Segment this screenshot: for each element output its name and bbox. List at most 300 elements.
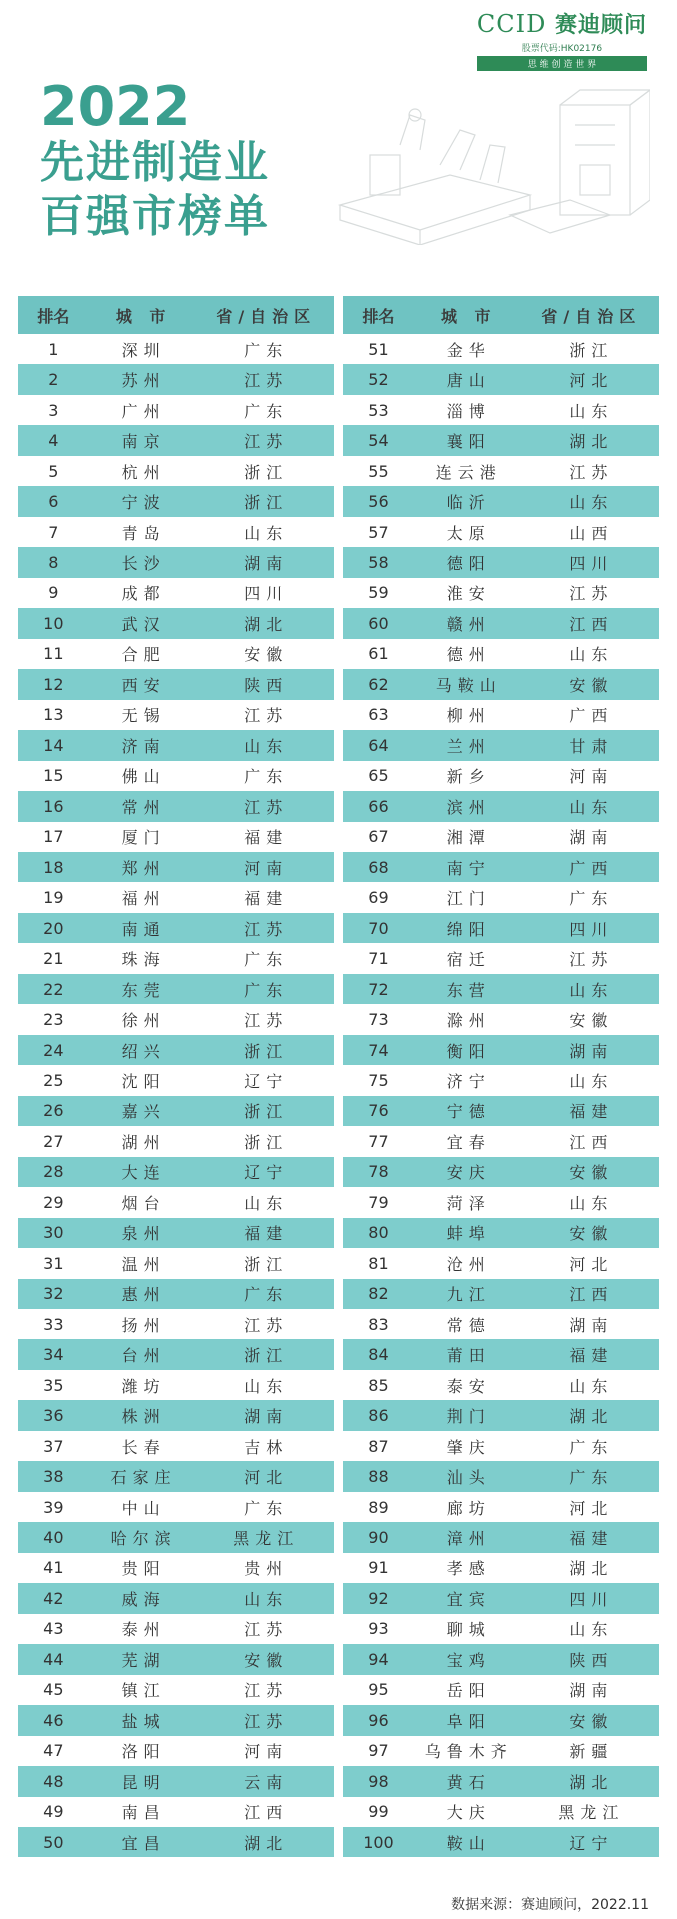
province-cell: 湖北	[199, 608, 334, 638]
rank-cell: 41	[43, 1558, 64, 1578]
ccid-logo	[477, 8, 647, 71]
table-row	[343, 1736, 659, 1766]
rank-cell: 77	[368, 1131, 389, 1151]
header-city: 城 市	[89, 296, 199, 334]
table-row	[18, 1187, 334, 1217]
province-cell: 山东	[199, 1583, 334, 1613]
rank-cell: 78	[343, 1157, 414, 1187]
city-cell: 盐城	[89, 1705, 199, 1735]
province-cell: 广东	[244, 1498, 289, 1518]
table-row	[18, 334, 334, 364]
city-cell: 汕头	[414, 1461, 524, 1491]
rank-cell: 23	[43, 1010, 64, 1030]
table-row	[18, 1553, 334, 1583]
province-cell: 福建	[524, 1339, 659, 1369]
city-cell: 沈阳	[121, 1071, 166, 1091]
province-cell: 河北	[569, 1498, 614, 1518]
rank-cell: 22	[18, 974, 89, 1004]
rank-cell: 71	[368, 949, 389, 969]
rank-cell: 63	[368, 705, 389, 725]
province-cell: 湖北	[199, 1827, 334, 1857]
table-row	[343, 1065, 659, 1095]
rank-cell: 80	[343, 1218, 414, 1248]
province-cell: 江苏	[199, 425, 334, 455]
province-cell: 湖南	[569, 1681, 614, 1701]
province-cell: 广东	[244, 401, 289, 421]
rank-cell: 47	[43, 1741, 64, 1761]
province-cell: 山东	[569, 401, 614, 421]
table-row	[18, 1309, 334, 1339]
province-cell: 河南	[199, 852, 334, 882]
table-row	[343, 1675, 659, 1705]
rank-cell: 10	[18, 608, 89, 638]
province-cell: 山东	[524, 974, 659, 1004]
city-cell: 淮安	[446, 584, 491, 604]
table-row	[18, 456, 334, 486]
rank-cell: 66	[343, 791, 414, 821]
province-cell: 安徽	[524, 1218, 659, 1248]
city-cell: 九江	[414, 1279, 524, 1309]
table-row	[18, 395, 334, 425]
rank-cell: 55	[368, 461, 389, 481]
city-cell: 南宁	[414, 852, 524, 882]
table-row	[343, 1766, 659, 1796]
province-cell: 安徽	[199, 1644, 334, 1674]
province-cell: 四川	[524, 1583, 659, 1613]
province-cell: 陕西	[199, 669, 334, 699]
rank-cell: 87	[368, 1436, 389, 1456]
rank-cell: 39	[43, 1497, 64, 1517]
table-row	[18, 1339, 334, 1369]
province-cell: 山东	[524, 486, 659, 516]
table-row	[343, 1614, 659, 1644]
table-row	[18, 1522, 334, 1552]
province-cell: 安徽	[524, 1705, 659, 1735]
rank-cell: 1	[48, 339, 59, 359]
table-row	[343, 1126, 659, 1156]
logo-name: 赛迪顾问	[554, 13, 647, 38]
table-row	[343, 1644, 659, 1674]
city-cell: 杭州	[121, 462, 166, 482]
province-cell: 浙江	[569, 340, 614, 360]
rank-cell: 84	[343, 1339, 414, 1369]
city-cell: 岳阳	[446, 1681, 491, 1701]
rank-cell: 32	[18, 1279, 89, 1309]
table-row	[18, 1035, 334, 1065]
province-cell: 河北	[569, 1254, 614, 1274]
rank-cell: 5	[48, 461, 59, 481]
table-row	[18, 1157, 334, 1187]
city-cell: 廊坊	[446, 1498, 491, 1518]
province-cell: 辽宁	[524, 1827, 659, 1857]
table-row	[343, 486, 659, 516]
province-cell: 吉林	[244, 1437, 289, 1457]
province-cell: 山西	[569, 523, 614, 543]
city-cell: 郑州	[89, 852, 199, 882]
table-row	[18, 1492, 334, 1522]
province-cell: 安徽	[244, 645, 289, 665]
rank-cell: 36	[18, 1400, 89, 1430]
province-cell: 安徽	[569, 1011, 614, 1031]
city-cell: 菏泽	[446, 1193, 491, 1213]
title-year: 2022	[40, 75, 191, 138]
province-cell: 江苏	[569, 584, 614, 604]
rank-cell: 27	[43, 1131, 64, 1151]
province-cell: 新疆	[569, 1742, 614, 1762]
table-row	[18, 578, 334, 608]
rank-cell: 42	[18, 1583, 89, 1613]
city-cell: 芜湖	[89, 1644, 199, 1674]
city-cell: 武汉	[89, 608, 199, 638]
table-row	[343, 852, 659, 882]
rank-cell: 31	[43, 1253, 64, 1273]
province-cell: 江苏	[244, 1011, 289, 1031]
province-cell: 湖南	[569, 828, 614, 848]
table-body-right	[343, 334, 659, 1857]
rank-cell: 64	[343, 730, 414, 760]
province-cell: 江苏	[244, 1620, 289, 1640]
city-cell: 大连	[89, 1157, 199, 1187]
province-cell: 山东	[524, 791, 659, 821]
table-row	[18, 852, 334, 882]
table-row	[343, 639, 659, 669]
rank-cell: 58	[343, 547, 414, 577]
rank-cell: 93	[368, 1619, 389, 1639]
rank-cell: 79	[368, 1192, 389, 1212]
province-cell: 辽宁	[244, 1071, 289, 1091]
province-cell: 山东	[569, 645, 614, 665]
province-cell: 广东	[524, 1461, 659, 1491]
city-cell: 绵阳	[414, 913, 524, 943]
province-cell: 贵州	[244, 1559, 289, 1579]
province-cell: 浙江	[199, 1035, 334, 1065]
city-cell: 泰安	[446, 1376, 491, 1396]
province-cell: 河北	[199, 1461, 334, 1491]
province-cell: 福建	[524, 1522, 659, 1552]
rank-cell: 76	[343, 1096, 414, 1126]
province-cell: 浙江	[199, 1339, 334, 1369]
province-cell: 浙江	[244, 1132, 289, 1152]
rank-cell: 49	[43, 1802, 64, 1822]
city-cell: 西安	[89, 669, 199, 699]
ranking-table-left	[18, 296, 334, 1857]
province-cell: 湖南	[569, 1315, 614, 1335]
city-cell: 肇庆	[446, 1437, 491, 1457]
title-block	[40, 75, 270, 244]
province-cell: 江苏	[199, 791, 334, 821]
province-cell: 山东	[199, 730, 334, 760]
city-cell: 贵阳	[121, 1559, 166, 1579]
rank-cell: 65	[368, 766, 389, 786]
city-cell: 湘潭	[446, 828, 491, 848]
table-row	[343, 1461, 659, 1491]
city-cell: 温州	[121, 1254, 166, 1274]
table-row	[18, 517, 334, 547]
province-cell: 湖南	[199, 1400, 334, 1430]
table-row	[18, 639, 334, 669]
table-row	[18, 913, 334, 943]
factory-illustration	[330, 85, 650, 245]
table-row	[343, 1370, 659, 1400]
table-row	[343, 1279, 659, 1309]
city-cell: 襄阳	[414, 425, 524, 455]
table-row	[343, 974, 659, 1004]
city-cell: 济宁	[446, 1071, 491, 1091]
table-row	[343, 1705, 659, 1735]
rank-cell: 88	[343, 1461, 414, 1491]
city-cell: 株洲	[89, 1400, 199, 1430]
rank-cell: 61	[368, 644, 389, 664]
city-cell: 烟台	[121, 1193, 166, 1213]
city-cell: 中山	[121, 1498, 166, 1518]
table-row	[343, 669, 659, 699]
header-province: 省/自治区	[199, 296, 334, 334]
city-cell: 连云港	[435, 462, 502, 482]
table-row	[343, 1583, 659, 1613]
city-cell: 济南	[89, 730, 199, 760]
rank-cell: 14	[18, 730, 89, 760]
city-cell: 安庆	[414, 1157, 524, 1187]
city-cell: 南通	[89, 913, 199, 943]
table-row	[18, 1583, 334, 1613]
table-row	[343, 1004, 659, 1034]
rank-cell: 43	[43, 1619, 64, 1639]
rank-cell: 53	[368, 400, 389, 420]
province-cell: 湖南	[524, 1035, 659, 1065]
province-cell: 河南	[569, 767, 614, 787]
table-body-left	[18, 334, 334, 1857]
city-cell: 唐山	[414, 364, 524, 394]
rank-cell: 6	[18, 486, 89, 516]
province-cell: 浙江	[199, 486, 334, 516]
header-rank: 排名	[18, 296, 89, 334]
title-line-2: 百强市榜单	[40, 191, 270, 242]
rank-cell: 38	[18, 1461, 89, 1491]
city-cell: 徐州	[121, 1011, 166, 1031]
province-cell: 黑龙江	[558, 1803, 625, 1823]
province-cell: 辽宁	[199, 1157, 334, 1187]
table-row	[18, 700, 334, 730]
rank-cell: 44	[18, 1644, 89, 1674]
rank-cell: 91	[368, 1558, 389, 1578]
data-source: 数据来源：赛迪顾问，2022.11	[451, 1897, 649, 1913]
province-cell: 江西	[524, 1279, 659, 1309]
table-row	[343, 1400, 659, 1430]
table-row	[343, 364, 659, 394]
rank-cell: 29	[43, 1192, 64, 1212]
province-cell: 云南	[199, 1766, 334, 1796]
table-row	[18, 791, 334, 821]
rank-cell: 95	[368, 1680, 389, 1700]
province-cell: 四川	[244, 584, 289, 604]
city-cell: 昆明	[89, 1766, 199, 1796]
rank-cell: 17	[43, 827, 64, 847]
province-cell: 江苏	[244, 1315, 289, 1335]
rank-cell: 3	[48, 400, 59, 420]
rank-cell: 11	[43, 644, 64, 664]
table-row	[18, 425, 334, 455]
city-cell: 镇江	[121, 1681, 166, 1701]
title-line-1: 先进制造业	[40, 137, 270, 188]
table-row	[343, 1339, 659, 1369]
city-cell: 泰州	[121, 1620, 166, 1640]
province-cell: 广东	[569, 889, 614, 909]
province-cell: 江苏	[569, 462, 614, 482]
city-cell: 合肥	[121, 645, 166, 665]
table-row	[343, 578, 659, 608]
province-cell: 浙江	[199, 1096, 334, 1126]
city-cell: 聊城	[446, 1620, 491, 1640]
province-cell: 山东	[244, 1376, 289, 1396]
rank-cell: 62	[343, 669, 414, 699]
city-cell: 兰州	[414, 730, 524, 760]
rank-cell: 4	[18, 425, 89, 455]
city-cell: 绍兴	[89, 1035, 199, 1065]
rank-cell: 73	[368, 1010, 389, 1030]
city-cell: 东莞	[89, 974, 199, 1004]
rank-cell: 37	[43, 1436, 64, 1456]
rank-cell: 45	[43, 1680, 64, 1700]
rank-cell: 21	[43, 949, 64, 969]
rank-cell: 48	[18, 1766, 89, 1796]
city-cell: 滨州	[414, 791, 524, 821]
rank-cell: 2	[18, 364, 89, 394]
rank-cell: 72	[343, 974, 414, 1004]
table-row	[18, 1461, 334, 1491]
province-cell: 广东	[244, 340, 289, 360]
table-row	[18, 1004, 334, 1034]
city-cell: 潍坊	[121, 1376, 166, 1396]
table-row	[18, 608, 334, 638]
table-row	[18, 1675, 334, 1705]
rank-cell: 25	[43, 1070, 64, 1090]
city-cell: 南京	[89, 425, 199, 455]
city-cell: 大庆	[446, 1803, 491, 1823]
rank-cell: 9	[48, 583, 59, 603]
province-cell: 江西	[524, 608, 659, 638]
city-cell: 长春	[121, 1437, 166, 1457]
table-row	[343, 1522, 659, 1552]
table-row	[18, 974, 334, 1004]
rank-cell: 82	[343, 1279, 414, 1309]
province-cell: 广东	[244, 767, 289, 787]
rank-cell: 96	[343, 1705, 414, 1735]
city-cell: 阜阳	[414, 1705, 524, 1735]
rank-cell: 28	[18, 1157, 89, 1187]
city-cell: 宜宾	[414, 1583, 524, 1613]
province-cell: 河北	[524, 364, 659, 394]
rank-cell: 19	[43, 888, 64, 908]
city-cell: 孝感	[446, 1559, 491, 1579]
province-cell: 广东	[569, 1437, 614, 1457]
rank-cell: 86	[343, 1400, 414, 1430]
table-row	[343, 334, 659, 364]
header-city: 城 市	[414, 296, 524, 334]
city-cell: 惠州	[89, 1279, 199, 1309]
rank-cell: 60	[343, 608, 414, 638]
province-cell: 江苏	[244, 706, 289, 726]
city-cell: 湖州	[121, 1132, 166, 1152]
province-cell: 江苏	[199, 1705, 334, 1735]
city-cell: 漳州	[414, 1522, 524, 1552]
city-cell: 宁波	[89, 486, 199, 516]
city-cell: 威海	[89, 1583, 199, 1613]
province-cell: 陕西	[524, 1644, 659, 1674]
table-row	[18, 547, 334, 577]
table-row	[18, 761, 334, 791]
province-cell: 湖北	[569, 1559, 614, 1579]
rank-cell: 7	[48, 522, 59, 542]
rank-cell: 13	[43, 705, 64, 725]
province-cell: 江西	[569, 1132, 614, 1152]
province-cell: 浙江	[244, 1254, 289, 1274]
rank-cell: 85	[368, 1375, 389, 1395]
table-row	[18, 1248, 334, 1278]
rank-cell: 18	[18, 852, 89, 882]
rank-cell: 94	[343, 1644, 414, 1674]
rank-cell: 98	[343, 1766, 414, 1796]
rank-cell: 50	[18, 1827, 89, 1857]
table-row	[18, 1400, 334, 1430]
city-cell: 鞍山	[414, 1827, 524, 1857]
city-cell: 扬州	[121, 1315, 166, 1335]
table-row	[18, 1766, 334, 1796]
table-row	[343, 791, 659, 821]
city-cell: 沧州	[446, 1254, 491, 1274]
table-row	[18, 1218, 334, 1248]
rank-cell: 30	[18, 1218, 89, 1248]
table-row	[18, 1065, 334, 1095]
province-cell: 甘肃	[524, 730, 659, 760]
city-cell: 江门	[446, 889, 491, 909]
table-row	[18, 669, 334, 699]
table-row	[18, 1096, 334, 1126]
table-row	[18, 1126, 334, 1156]
table-row	[343, 395, 659, 425]
rank-cell: 97	[368, 1741, 389, 1761]
table-row	[18, 1370, 334, 1400]
table-row	[343, 1248, 659, 1278]
table-row	[343, 547, 659, 577]
province-cell: 湖北	[524, 1400, 659, 1430]
table-row	[343, 456, 659, 486]
city-cell: 莆田	[414, 1339, 524, 1369]
rank-cell: 75	[368, 1070, 389, 1090]
rank-cell: 54	[343, 425, 414, 455]
city-cell: 青岛	[121, 523, 166, 543]
stock-code: 股票代码:HK02176	[521, 44, 603, 54]
province-cell: 山东	[569, 1620, 614, 1640]
rank-cell: 69	[368, 888, 389, 908]
logo-slogan: 思 维 创 造 世 界	[477, 56, 647, 71]
table-row	[18, 1736, 334, 1766]
table-row	[18, 1279, 334, 1309]
province-cell: 安徽	[524, 1157, 659, 1187]
table-header-row	[18, 296, 334, 334]
rank-cell: 81	[368, 1253, 389, 1273]
rank-cell: 12	[18, 669, 89, 699]
table-row	[18, 1644, 334, 1674]
city-cell: 佛山	[121, 767, 166, 787]
rank-cell: 34	[18, 1339, 89, 1369]
city-cell: 新乡	[446, 767, 491, 787]
province-cell: 湖北	[524, 425, 659, 455]
province-cell: 江苏	[244, 1681, 289, 1701]
city-cell: 常德	[446, 1315, 491, 1335]
province-cell: 山东	[569, 1193, 614, 1213]
province-cell: 江苏	[569, 950, 614, 970]
table-row	[343, 517, 659, 547]
